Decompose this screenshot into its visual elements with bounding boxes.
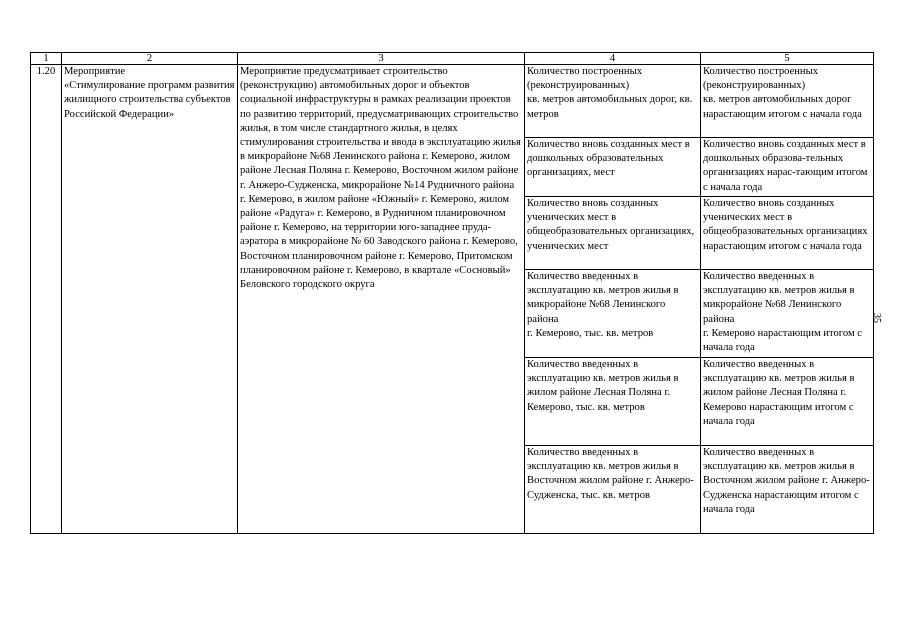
event-name: Мероприятие «Стимулирование программ развития жилищного строительства субъектов Российской Федерации» xyxy=(62,65,238,534)
table-row xyxy=(31,65,874,138)
row-number: 1.20 xyxy=(31,65,62,534)
indicator-cell: Количество введенных в эксплуатацию кв. метров жилья в Восточном жилом районе г. Анжеро-Судженска, тыс. кв. метров xyxy=(525,446,701,534)
indicator-cell: Количество введенных в эксплуатацию кв. метров жилья в жилом районе Лесная Поляна г. Кемерово, тыс. кв. метров xyxy=(525,358,701,446)
indicator-cumulative-cell: Количество введенных в эксплуатацию кв. метров жилья в Восточном жилом районе г. Анжеро-Судженска нарастающим итогом с начала года xyxy=(701,446,874,534)
header-cell-3: 3 xyxy=(238,53,525,65)
header-cell-2: 2 xyxy=(62,53,238,65)
indicator-cumulative-cell: Количество введенных в эксплуатацию кв. метров жилья в жилом районе Лесная Поляна г. Кемерово нарастающим итогом с начала года xyxy=(701,358,874,446)
indicator-cumulative-cell: Количество введенных в эксплуатацию кв. метров жилья в микрорайоне №68 Ленинского района г. Кемерово нарастающим итогом с начала года xyxy=(701,270,874,358)
header-cell-1: 1 xyxy=(31,53,62,65)
event-description: Мероприятие предусматривает строительство (реконструкцию) автомобильных дорог и объектов социальной инфраструктуры в рамках реализации проектов по развитию территорий, предусматривающих строительство жилья, в том числе стандартного жилья, в целях стимулирования строительства и ввода в эксплуатацию жилья в микрорайоне №68 Ленинского района г. Кемерово, жилом районе Лесная Поляна г. Кемерово, Восточном жилом районе г. Анжеро-Судженска, микрорайоне №14 Рудничного района г. Кемерово, в жилом районе «Южный» г. Кемерово, жилом районе «Радуга» г. Кемерово, в Рудничном планировочном районе г. Кемерово, на территории юго-западнее пруда-аэратора в микрорайоне № 60 Заводского района г. Кемерово, Восточном планировочном районе г. Кемерово, Притомском планировочном районе г. Кемерово, в квартале «Сосновый» Беловского городского округа xyxy=(238,65,525,534)
indicator-cumulative-cell: Количество построенных (реконструированных) кв. метров автомобильных дорог нарастающим итогом с начала года xyxy=(701,65,874,138)
header-row xyxy=(31,53,874,65)
header-cell-5: 5 xyxy=(701,53,874,65)
indicator-cell: Количество вновь созданных мест в дошкольных образовательных организациях, мест xyxy=(525,138,701,197)
header-cell-4: 4 xyxy=(525,53,701,65)
page-number: 35 xyxy=(871,313,882,323)
indicator-cumulative-cell: Количество вновь созданных мест в дошкольных образова-тельных организациях нарас-тающим итогом с начала года xyxy=(701,138,874,197)
indicator-cell: Количество вновь созданных ученических мест в общеобразовательных организациях, ученических мест xyxy=(525,197,701,270)
data-table xyxy=(30,52,874,534)
indicator-cell: Количество построенных (реконструированных) кв. метров автомобильных дорог, кв. метров xyxy=(525,65,701,138)
indicator-cumulative-cell: Количество вновь созданных ученических мест в общеобразовательных организациях нарастающим итогом с начала года xyxy=(701,197,874,270)
indicator-cell: Количество введенных в эксплуатацию кв. метров жилья в микрорайоне №68 Ленинского района г. Кемерово, тыс. кв. метров xyxy=(525,270,701,358)
